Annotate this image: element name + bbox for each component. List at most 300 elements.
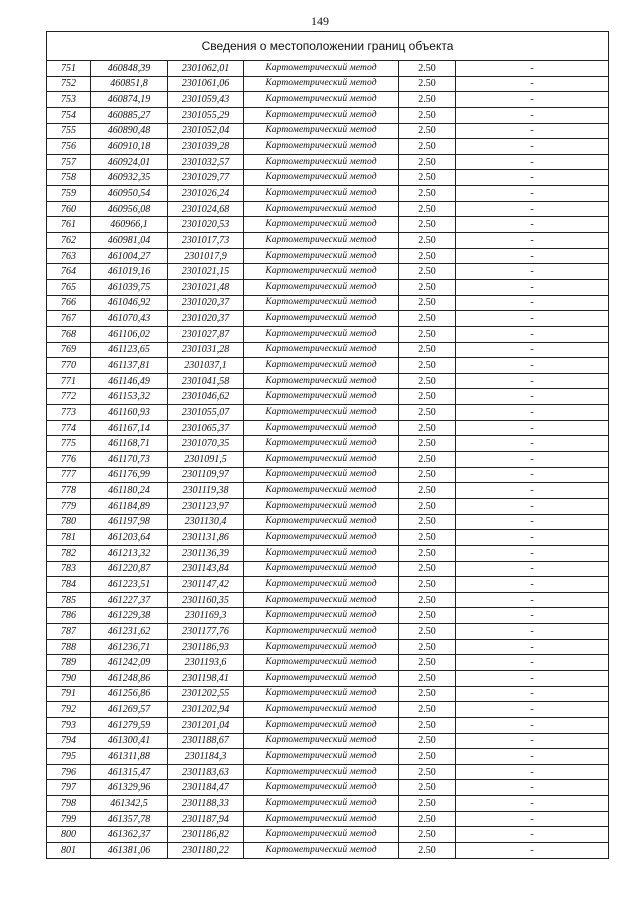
- y-coordinate-cell: 2301017,73: [168, 233, 244, 249]
- x-coordinate-cell: 461256,86: [91, 686, 168, 702]
- point-number-cell: 775: [47, 436, 91, 452]
- note-cell: -: [456, 577, 609, 593]
- table-row: [47, 233, 609, 249]
- table-row: [47, 670, 609, 686]
- note-cell: -: [456, 123, 609, 139]
- x-coordinate-cell: 461329,96: [91, 780, 168, 796]
- table-row: [47, 530, 609, 546]
- x-coordinate-cell: 461300,41: [91, 733, 168, 749]
- method-cell: Картометрический метод: [244, 76, 399, 92]
- precision-cell: 2.50: [399, 639, 456, 655]
- x-coordinate-cell: 461046,92: [91, 295, 168, 311]
- y-coordinate-cell: 2301188,67: [168, 733, 244, 749]
- y-coordinate-cell: 2301020,37: [168, 311, 244, 327]
- precision-cell: 2.50: [399, 233, 456, 249]
- method-cell: Картометрический метод: [244, 452, 399, 468]
- y-coordinate-cell: 2301136,39: [168, 545, 244, 561]
- point-number-cell: 797: [47, 780, 91, 796]
- boundary-coordinates-table: [46, 31, 609, 859]
- note-cell: -: [456, 670, 609, 686]
- table-row: [47, 107, 609, 123]
- y-coordinate-cell: 2301184,3: [168, 749, 244, 765]
- x-coordinate-cell: 461170,73: [91, 452, 168, 468]
- point-number-cell: 795: [47, 749, 91, 765]
- note-cell: -: [456, 608, 609, 624]
- y-coordinate-cell: 2301130,4: [168, 514, 244, 530]
- table-row: [47, 624, 609, 640]
- method-cell: Картометрический метод: [244, 514, 399, 530]
- method-cell: Картометрический метод: [244, 483, 399, 499]
- y-coordinate-cell: 2301186,82: [168, 827, 244, 843]
- point-number-cell: 798: [47, 796, 91, 812]
- point-number-cell: 784: [47, 577, 91, 593]
- table-row: [47, 405, 609, 421]
- x-coordinate-cell: 460981,04: [91, 233, 168, 249]
- x-coordinate-cell: 461236,71: [91, 639, 168, 655]
- note-cell: -: [456, 373, 609, 389]
- note-cell: -: [456, 342, 609, 358]
- table-row: [47, 279, 609, 295]
- precision-cell: 2.50: [399, 186, 456, 202]
- y-coordinate-cell: 2301169,3: [168, 608, 244, 624]
- x-coordinate-cell: 461279,59: [91, 717, 168, 733]
- precision-cell: 2.50: [399, 624, 456, 640]
- x-coordinate-cell: 460851,8: [91, 76, 168, 92]
- y-coordinate-cell: 2301029,77: [168, 170, 244, 186]
- y-coordinate-cell: 2301177,76: [168, 624, 244, 640]
- table-row: [47, 639, 609, 655]
- x-coordinate-cell: 461160,93: [91, 405, 168, 421]
- method-cell: Картометрический метод: [244, 843, 399, 859]
- method-cell: Картометрический метод: [244, 311, 399, 327]
- method-cell: Картометрический метод: [244, 592, 399, 608]
- precision-cell: 2.50: [399, 264, 456, 280]
- note-cell: -: [456, 389, 609, 405]
- y-coordinate-cell: 2301123,97: [168, 498, 244, 514]
- y-coordinate-cell: 2301109,97: [168, 467, 244, 483]
- point-number-cell: 756: [47, 139, 91, 155]
- table-row: [47, 514, 609, 530]
- precision-cell: 2.50: [399, 452, 456, 468]
- table-row: [47, 811, 609, 827]
- note-cell: -: [456, 749, 609, 765]
- note-cell: -: [456, 514, 609, 530]
- note-cell: -: [456, 483, 609, 499]
- note-cell: -: [456, 717, 609, 733]
- y-coordinate-cell: 2301027,87: [168, 326, 244, 342]
- method-cell: Картометрический метод: [244, 702, 399, 718]
- table-row: [47, 608, 609, 624]
- method-cell: Картометрический метод: [244, 827, 399, 843]
- y-coordinate-cell: 2301091,5: [168, 452, 244, 468]
- point-number-cell: 755: [47, 123, 91, 139]
- x-coordinate-cell: 461070,43: [91, 311, 168, 327]
- y-coordinate-cell: 2301131,86: [168, 530, 244, 546]
- y-coordinate-cell: 2301143,84: [168, 561, 244, 577]
- y-coordinate-cell: 2301031,28: [168, 342, 244, 358]
- note-cell: -: [456, 201, 609, 217]
- x-coordinate-cell: 461213,32: [91, 545, 168, 561]
- x-coordinate-cell: 461381,06: [91, 843, 168, 859]
- note-cell: -: [456, 733, 609, 749]
- y-coordinate-cell: 2301160,35: [168, 592, 244, 608]
- table-row: [47, 577, 609, 593]
- table-row: [47, 311, 609, 327]
- table-row: [47, 702, 609, 718]
- point-number-cell: 758: [47, 170, 91, 186]
- method-cell: Картометрический метод: [244, 811, 399, 827]
- method-cell: Картометрический метод: [244, 780, 399, 796]
- point-number-cell: 753: [47, 92, 91, 108]
- y-coordinate-cell: 2301020,53: [168, 217, 244, 233]
- note-cell: -: [456, 139, 609, 155]
- method-cell: Картометрический метод: [244, 561, 399, 577]
- note-cell: -: [456, 686, 609, 702]
- y-coordinate-cell: 2301061,06: [168, 76, 244, 92]
- note-cell: -: [456, 420, 609, 436]
- precision-cell: 2.50: [399, 749, 456, 765]
- x-coordinate-cell: 461203,64: [91, 530, 168, 546]
- table-row: [47, 123, 609, 139]
- x-coordinate-cell: 461180,24: [91, 483, 168, 499]
- x-coordinate-cell: 461146,49: [91, 373, 168, 389]
- method-cell: Картометрический метод: [244, 326, 399, 342]
- method-cell: Картометрический метод: [244, 467, 399, 483]
- note-cell: -: [456, 217, 609, 233]
- x-coordinate-cell: 461039,75: [91, 279, 168, 295]
- table-row: [47, 326, 609, 342]
- note-cell: -: [456, 76, 609, 92]
- method-cell: Картометрический метод: [244, 342, 399, 358]
- x-coordinate-cell: 461229,38: [91, 608, 168, 624]
- table-row: [47, 686, 609, 702]
- note-cell: -: [456, 61, 609, 77]
- note-cell: -: [456, 796, 609, 812]
- x-coordinate-cell: 460874,19: [91, 92, 168, 108]
- point-number-cell: 767: [47, 311, 91, 327]
- note-cell: -: [456, 780, 609, 796]
- note-cell: -: [456, 295, 609, 311]
- point-number-cell: 760: [47, 201, 91, 217]
- method-cell: Картометрический метод: [244, 217, 399, 233]
- note-cell: -: [456, 624, 609, 640]
- precision-cell: 2.50: [399, 561, 456, 577]
- y-coordinate-cell: 2301183,63: [168, 764, 244, 780]
- method-cell: Картометрический метод: [244, 170, 399, 186]
- y-coordinate-cell: 2301021,15: [168, 264, 244, 280]
- method-cell: Картометрический метод: [244, 436, 399, 452]
- precision-cell: 2.50: [399, 420, 456, 436]
- method-cell: Картометрический метод: [244, 655, 399, 671]
- precision-cell: 2.50: [399, 107, 456, 123]
- table-row: [47, 139, 609, 155]
- x-coordinate-cell: 461357,78: [91, 811, 168, 827]
- method-cell: Картометрический метод: [244, 498, 399, 514]
- precision-cell: 2.50: [399, 796, 456, 812]
- x-coordinate-cell: 461242,09: [91, 655, 168, 671]
- table-row: [47, 655, 609, 671]
- point-number-cell: 780: [47, 514, 91, 530]
- method-cell: Картометрический метод: [244, 201, 399, 217]
- x-coordinate-cell: 461106,02: [91, 326, 168, 342]
- point-number-cell: 776: [47, 452, 91, 468]
- precision-cell: 2.50: [399, 170, 456, 186]
- precision-cell: 2.50: [399, 92, 456, 108]
- y-coordinate-cell: 2301065,37: [168, 420, 244, 436]
- point-number-cell: 791: [47, 686, 91, 702]
- note-cell: -: [456, 843, 609, 859]
- note-cell: -: [456, 358, 609, 374]
- precision-cell: 2.50: [399, 61, 456, 77]
- method-cell: Картометрический метод: [244, 639, 399, 655]
- x-coordinate-cell: 461004,27: [91, 248, 168, 264]
- x-coordinate-cell: 461153,32: [91, 389, 168, 405]
- precision-cell: 2.50: [399, 514, 456, 530]
- x-coordinate-cell: 461167,14: [91, 420, 168, 436]
- method-cell: Картометрический метод: [244, 530, 399, 546]
- y-coordinate-cell: 2301055,29: [168, 107, 244, 123]
- note-cell: -: [456, 498, 609, 514]
- point-number-cell: 773: [47, 405, 91, 421]
- table-row: [47, 780, 609, 796]
- y-coordinate-cell: 2301032,57: [168, 154, 244, 170]
- point-number-cell: 759: [47, 186, 91, 202]
- method-cell: Картометрический метод: [244, 279, 399, 295]
- x-coordinate-cell: 460885,27: [91, 107, 168, 123]
- point-number-cell: 765: [47, 279, 91, 295]
- precision-cell: 2.50: [399, 530, 456, 546]
- y-coordinate-cell: 2301052,04: [168, 123, 244, 139]
- page-number: 149: [311, 14, 329, 28]
- note-cell: -: [456, 107, 609, 123]
- point-number-cell: 763: [47, 248, 91, 264]
- y-coordinate-cell: 2301046,62: [168, 389, 244, 405]
- method-cell: Картометрический метод: [244, 233, 399, 249]
- precision-cell: 2.50: [399, 498, 456, 514]
- y-coordinate-cell: 2301055,07: [168, 405, 244, 421]
- precision-cell: 2.50: [399, 467, 456, 483]
- y-coordinate-cell: 2301188,33: [168, 796, 244, 812]
- y-coordinate-cell: 2301021,48: [168, 279, 244, 295]
- point-number-cell: 788: [47, 639, 91, 655]
- point-number-cell: 770: [47, 358, 91, 374]
- y-coordinate-cell: 2301186,93: [168, 639, 244, 655]
- precision-cell: 2.50: [399, 717, 456, 733]
- table-row: [47, 749, 609, 765]
- method-cell: Картометрический метод: [244, 154, 399, 170]
- precision-cell: 2.50: [399, 201, 456, 217]
- note-cell: -: [456, 405, 609, 421]
- x-coordinate-cell: 460966,1: [91, 217, 168, 233]
- x-coordinate-cell: 461137,81: [91, 358, 168, 374]
- precision-cell: 2.50: [399, 733, 456, 749]
- precision-cell: 2.50: [399, 577, 456, 593]
- note-cell: -: [456, 311, 609, 327]
- precision-cell: 2.50: [399, 311, 456, 327]
- y-coordinate-cell: 2301202,55: [168, 686, 244, 702]
- precision-cell: 2.50: [399, 545, 456, 561]
- y-coordinate-cell: 2301037,1: [168, 358, 244, 374]
- y-coordinate-cell: 2301198,41: [168, 670, 244, 686]
- point-number-cell: 785: [47, 592, 91, 608]
- y-coordinate-cell: 2301024,68: [168, 201, 244, 217]
- note-cell: -: [456, 592, 609, 608]
- precision-cell: 2.50: [399, 154, 456, 170]
- precision-cell: 2.50: [399, 389, 456, 405]
- table-row: [47, 827, 609, 843]
- note-cell: -: [456, 561, 609, 577]
- note-cell: -: [456, 326, 609, 342]
- method-cell: Картометрический метод: [244, 624, 399, 640]
- method-cell: Картометрический метод: [244, 577, 399, 593]
- x-coordinate-cell: 460890,48: [91, 123, 168, 139]
- point-number-cell: 757: [47, 154, 91, 170]
- x-coordinate-cell: 461223,51: [91, 577, 168, 593]
- note-cell: -: [456, 811, 609, 827]
- note-cell: -: [456, 233, 609, 249]
- x-coordinate-cell: 461362,37: [91, 827, 168, 843]
- table-row: [47, 717, 609, 733]
- method-cell: Картометрический метод: [244, 92, 399, 108]
- table-row: [47, 76, 609, 92]
- point-number-cell: 766: [47, 295, 91, 311]
- point-number-cell: 801: [47, 843, 91, 859]
- x-coordinate-cell: 461231,62: [91, 624, 168, 640]
- table-row: [47, 436, 609, 452]
- method-cell: Картометрический метод: [244, 373, 399, 389]
- point-number-cell: 777: [47, 467, 91, 483]
- precision-cell: 2.50: [399, 608, 456, 624]
- precision-cell: 2.50: [399, 780, 456, 796]
- table-row: [47, 420, 609, 436]
- precision-cell: 2.50: [399, 670, 456, 686]
- point-number-cell: 796: [47, 764, 91, 780]
- method-cell: Картометрический метод: [244, 545, 399, 561]
- method-cell: Картометрический метод: [244, 139, 399, 155]
- precision-cell: 2.50: [399, 248, 456, 264]
- table-row: [47, 373, 609, 389]
- point-number-cell: 762: [47, 233, 91, 249]
- note-cell: -: [456, 170, 609, 186]
- y-coordinate-cell: 2301187,94: [168, 811, 244, 827]
- table-row: [47, 483, 609, 499]
- method-cell: Картометрический метод: [244, 749, 399, 765]
- precision-cell: 2.50: [399, 76, 456, 92]
- point-number-cell: 786: [47, 608, 91, 624]
- precision-cell: 2.50: [399, 827, 456, 843]
- precision-cell: 2.50: [399, 702, 456, 718]
- point-number-cell: 783: [47, 561, 91, 577]
- precision-cell: 2.50: [399, 436, 456, 452]
- point-number-cell: 768: [47, 326, 91, 342]
- table-row: [47, 733, 609, 749]
- x-coordinate-cell: 460910,18: [91, 139, 168, 155]
- note-cell: -: [456, 467, 609, 483]
- y-coordinate-cell: 2301201,04: [168, 717, 244, 733]
- table-row: [47, 217, 609, 233]
- note-cell: -: [456, 279, 609, 295]
- note-cell: -: [456, 764, 609, 780]
- method-cell: Картометрический метод: [244, 186, 399, 202]
- point-number-cell: 764: [47, 264, 91, 280]
- method-cell: Картометрический метод: [244, 358, 399, 374]
- method-cell: Картометрический метод: [244, 420, 399, 436]
- precision-cell: 2.50: [399, 342, 456, 358]
- y-coordinate-cell: 2301184,47: [168, 780, 244, 796]
- y-coordinate-cell: 2301026,24: [168, 186, 244, 202]
- x-coordinate-cell: 461315,47: [91, 764, 168, 780]
- x-coordinate-cell: 461176,99: [91, 467, 168, 483]
- method-cell: Картометрический метод: [244, 107, 399, 123]
- table-row: [47, 452, 609, 468]
- y-coordinate-cell: 2301070,35: [168, 436, 244, 452]
- method-cell: Картометрический метод: [244, 389, 399, 405]
- point-number-cell: 781: [47, 530, 91, 546]
- point-number-cell: 752: [47, 76, 91, 92]
- note-cell: -: [456, 92, 609, 108]
- method-cell: Картометрический метод: [244, 405, 399, 421]
- note-cell: -: [456, 702, 609, 718]
- precision-cell: 2.50: [399, 326, 456, 342]
- method-cell: Картометрический метод: [244, 796, 399, 812]
- note-cell: -: [456, 545, 609, 561]
- precision-cell: 2.50: [399, 405, 456, 421]
- point-number-cell: 769: [47, 342, 91, 358]
- point-number-cell: 793: [47, 717, 91, 733]
- note-cell: -: [456, 154, 609, 170]
- x-coordinate-cell: 461227,37: [91, 592, 168, 608]
- table-row: [47, 389, 609, 405]
- precision-cell: 2.50: [399, 483, 456, 499]
- x-coordinate-cell: 460924,01: [91, 154, 168, 170]
- precision-cell: 2.50: [399, 123, 456, 139]
- precision-cell: 2.50: [399, 811, 456, 827]
- x-coordinate-cell: 461019,16: [91, 264, 168, 280]
- y-coordinate-cell: 2301017,9: [168, 248, 244, 264]
- table-row: [47, 843, 609, 859]
- table-row: [47, 170, 609, 186]
- table-row: [47, 248, 609, 264]
- y-coordinate-cell: 2301119,38: [168, 483, 244, 499]
- precision-cell: 2.50: [399, 373, 456, 389]
- method-cell: Картометрический метод: [244, 123, 399, 139]
- x-coordinate-cell: 461197,98: [91, 514, 168, 530]
- point-number-cell: 778: [47, 483, 91, 499]
- point-number-cell: 774: [47, 420, 91, 436]
- y-coordinate-cell: 2301193,6: [168, 655, 244, 671]
- point-number-cell: 787: [47, 624, 91, 640]
- table-row: [47, 592, 609, 608]
- precision-cell: 2.50: [399, 295, 456, 311]
- precision-cell: 2.50: [399, 686, 456, 702]
- note-cell: -: [456, 452, 609, 468]
- precision-cell: 2.50: [399, 139, 456, 155]
- note-cell: -: [456, 530, 609, 546]
- table-body: [47, 61, 609, 859]
- point-number-cell: 779: [47, 498, 91, 514]
- precision-cell: 2.50: [399, 279, 456, 295]
- y-coordinate-cell: 2301062,01: [168, 61, 244, 77]
- table-row: [47, 358, 609, 374]
- point-number-cell: 792: [47, 702, 91, 718]
- y-coordinate-cell: 2301147,42: [168, 577, 244, 593]
- table-row: [47, 295, 609, 311]
- point-number-cell: 789: [47, 655, 91, 671]
- method-cell: Картометрический метод: [244, 295, 399, 311]
- precision-cell: 2.50: [399, 358, 456, 374]
- x-coordinate-cell: 461123,65: [91, 342, 168, 358]
- point-number-cell: 799: [47, 811, 91, 827]
